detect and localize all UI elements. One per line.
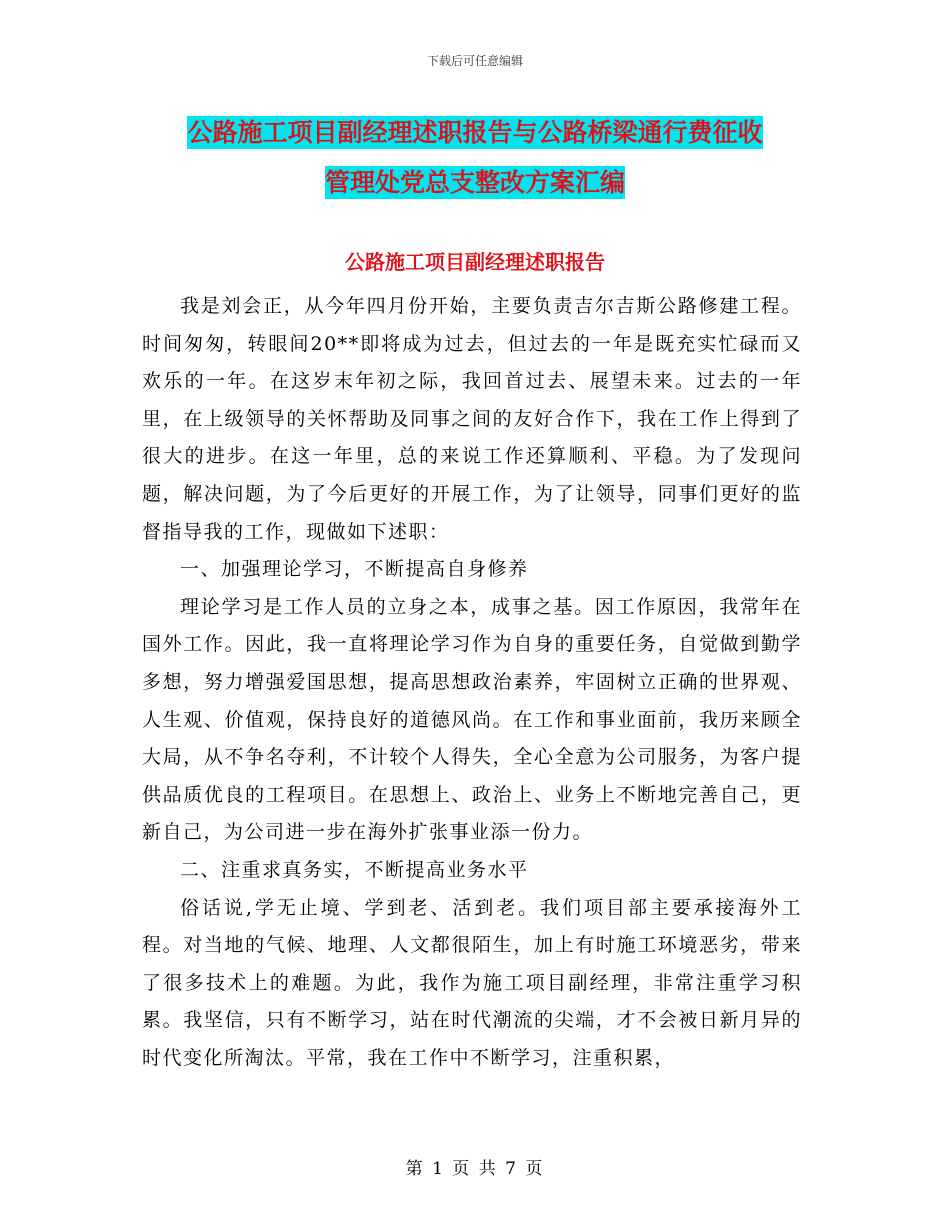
document-body xyxy=(142,288,802,1077)
document-title-line-2: 管理处党总支整改方案汇编 xyxy=(324,168,625,197)
page-header-note: 下载后可任意编辑 xyxy=(426,54,523,68)
paragraph-section-1: 理论学习是工作人员的立身之本，成事之基。因工作原因，我常年在国外工作。因此，我一直将理论学习作为自身的重要任务，自觉做到勤学多想，努力增强爱国思想，提高思想政治素养，牢固树立正确的世界观、人生观、价值观，保持良好的道德风尚。在工作和事业面前，我历来顾全大局，从不争名夺利，不计较个人得失，全心全意为公司服务，为客户提供品质优良的工程项目。在思想上、政治上、业务上不断地完善自己，更新自己，为公司进一步在海外扩张事业添一份力。 xyxy=(142,595,802,844)
paragraph-section-2: 俗话说,学无止境、学到老、活到老。我们项目部主要承接海外工程。对当地的气候、地理、人文都很陌生，加上有时施工环境恶劣，带来了很多技术上的难题。为此，我作为施工项目副经理，非常注重学习积累。我坚信，只有不断学习，站在时代潮流的尖端，才不会被日新月异的时代变化所淘汰。平常，我在工作中不断学习，注重积累， xyxy=(142,896,802,1069)
page-number: 第 1 页 共 7 页 xyxy=(405,1159,545,1179)
paragraph-intro: 我是刘会正，从今年四月份开始，主要负责吉尔吉斯公路修建工程。时间匆匆，转眼间20**即将成为过去，但过去的一年是既充实忙碌而又欢乐的一年。在这岁末年初之际，我回首过去、展望未来。过去的一年里，在上级领导的关怀帮助及同事之间的友好合作下，我在工作上得到了很大的进步。在这一年里，总的来说工作还算顺利、平稳。为了发现问题，解决问题，为了今后更好的开展工作，为了让领导，同事们更好的监督指导我的工作，现做如下述职： xyxy=(142,295,802,543)
heading-section-2: 二、注重求真务实，不断提高业务水平 xyxy=(180,858,529,881)
document-title-line-1: 公路施工项目副经理述职报告与公路桥梁通行费征收 xyxy=(187,118,763,147)
heading-section-1: 一、加强理论学习，不断提高自身修养 xyxy=(180,558,529,581)
document-title xyxy=(150,108,800,208)
section-title: 公路施工项目副经理述职报告 xyxy=(345,250,605,274)
